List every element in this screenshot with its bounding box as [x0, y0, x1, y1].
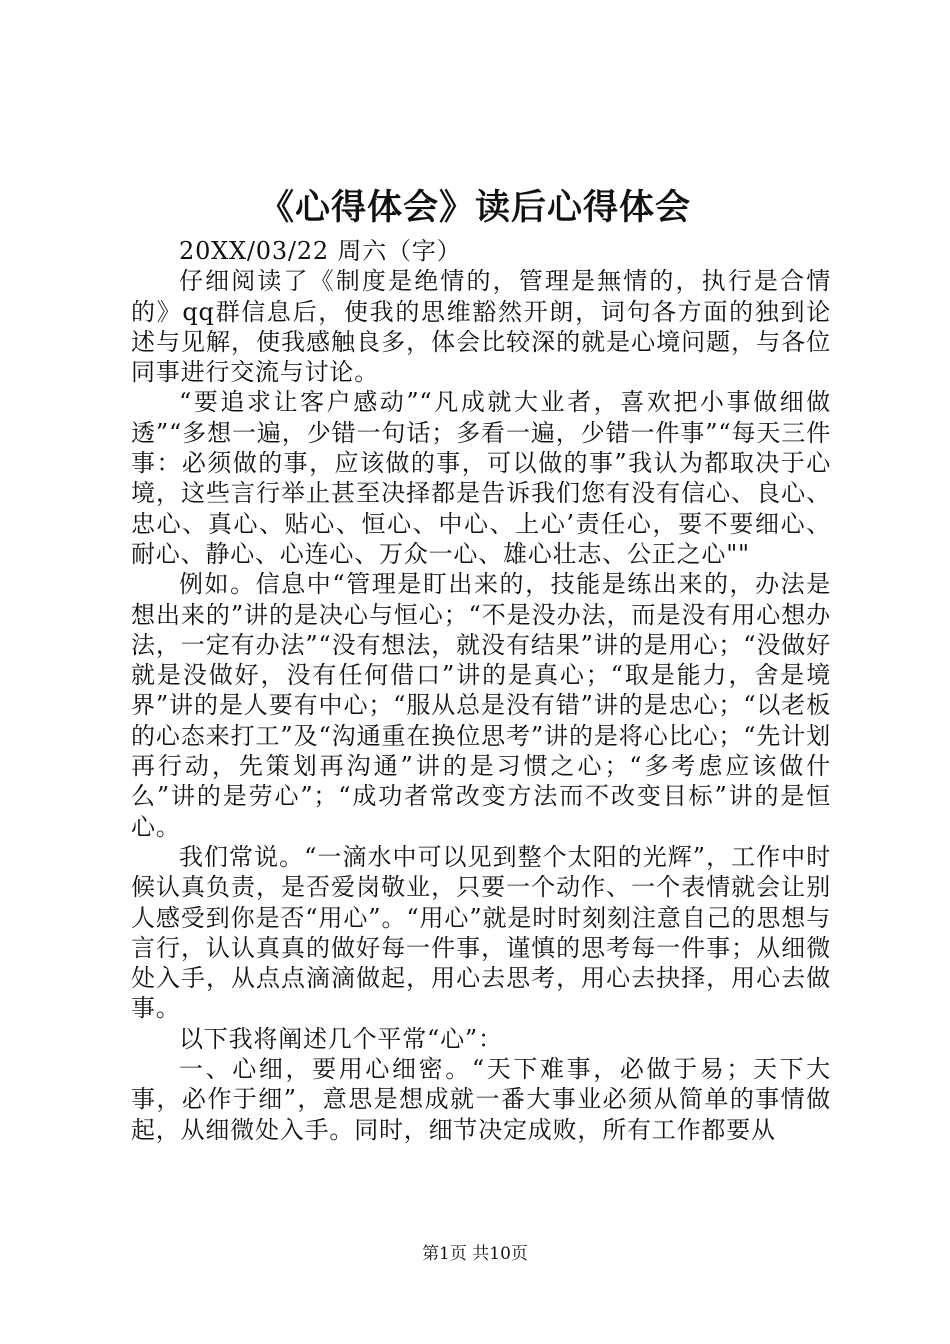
date-line: 20XX/03/22 周六（字） — [179, 237, 462, 265]
page-total: 共10页 — [472, 1244, 528, 1264]
paragraph: 例如。信息中“管理是盯出来的，技能是练出来的，办法是想出来的”讲的是决心与恒心；“不是没办法，而是没有用心想办法，一定有办法”“没有想法，就没有结果”讲的是用心；“没做好就是没做好，没有任何借口”讲的是真心；“取是能力，舍是境界”讲的是人要有中心；“服从总是没有错”讲的是忠心；“以老板的心态来打工”及“沟通重在换位思考”讲的是将心比心；“先计划再行动，先策划再沟通”讲的是习惯之心；“多考虑应该做什么”讲的是劳心”；“成功者常改变方法而不改变目标”讲的是恒心。 — [131, 570, 831, 841]
paragraph: 仔细阅读了《制度是绝情的，管理是無情的，执行是合情的》qq群信息后，使我的思维豁然开朗，词句各方面的独到论述与见解，使我感触良多，体会比较深的就是心境问题，与各位同事进行交流与讨论。 — [131, 267, 831, 387]
paragraph: 一、心细，要用心细密。“天下难事，必做于易；天下大事，必作于细”，意思是想成就一番大事业必须从简单的事情做起，从细微处入手。同时，细节决定成败，所有工作都要从 — [131, 1055, 831, 1144]
page-footer — [0, 1242, 950, 1266]
paragraph: 以下我将阐述几个平常“心”： — [179, 1024, 503, 1053]
paragraph: “要追求让客户感动”“凡成就大业者，喜欢把小事做细做透”“多想一遍，少错一句话；多看一遍，少错一件事”“每天三件事：必须做的事，应该做的事，可以做的事”我认为都取决于心境，这些言行举止甚至决择都是告诉我们您有没有信心、良心、忠心、真心、贴心、恒心、中心、上心’责任心，要不要细心、耐心、静心、心连心、万众一心、雄心壮志、公正之心"" — [131, 388, 831, 568]
page-title: 《心得体会》读后心得体会 — [258, 187, 691, 228]
paragraph: 我们常说。“一滴水中可以见到整个太阳的光辉”，工作中时候认真负责，是否爱岗敬业，只要一个动作、一个表情就会让别人感受到你是否“用心”。“用心”就是时时刻刻注意自己的思想与言行，认认真真的做好每一件事，谨慎的思考每一件事；从细微处入手，从点点滴滴做起，用心去思考，用心去抉择，用心去做事。 — [131, 842, 831, 1023]
page-number: 第1页 — [422, 1244, 467, 1264]
document-body — [131, 236, 831, 1145]
